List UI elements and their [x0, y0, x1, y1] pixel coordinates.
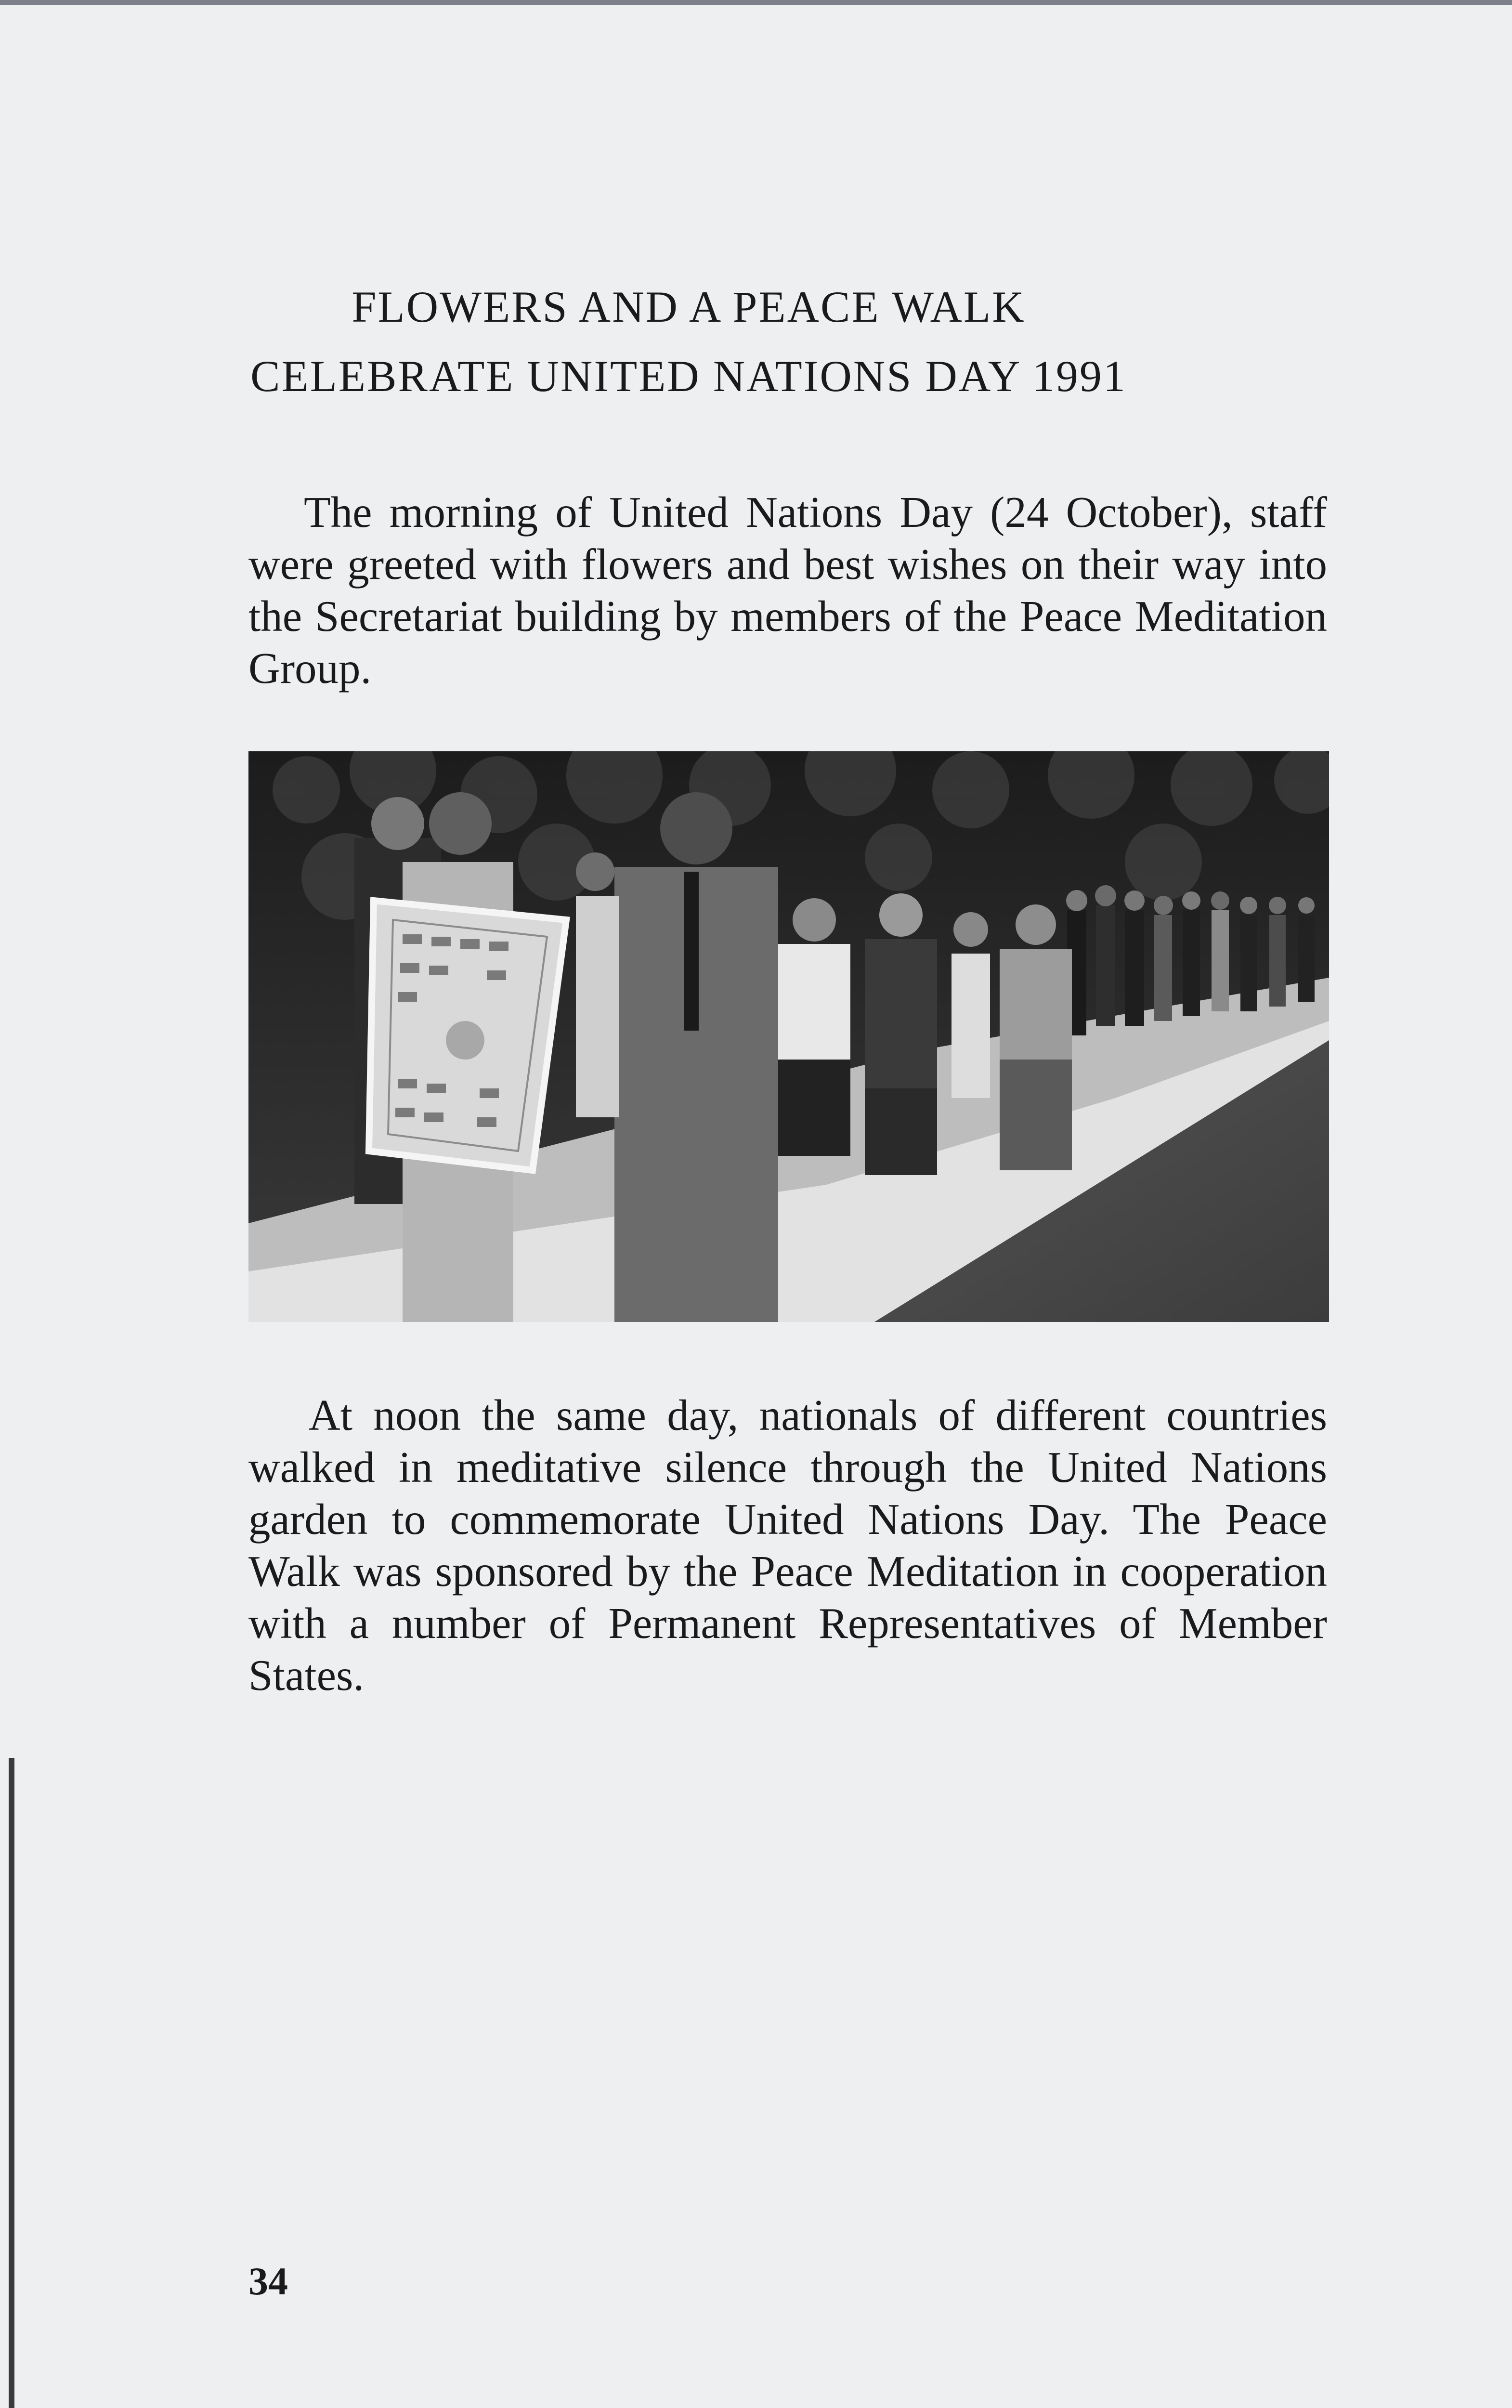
title-line-2: CELEBRATE UNITED NATIONS DAY 1991: [250, 352, 1127, 401]
peace-walk-photo: [248, 751, 1329, 1322]
page-number: 34: [248, 2259, 288, 2303]
photo-illustration: [248, 751, 1329, 1322]
left-edge-rule: [9, 1758, 14, 2408]
article-title: [241, 272, 1136, 411]
top-edge-rule: [0, 0, 1512, 5]
intro-paragraph: The morning of United Nations Day (24 October), staff were greeted with flowers and best wishes on their way into the Secretariat building by members of the Peace Meditation Group.: [248, 488, 1327, 693]
peace-walk-paragraph: At noon the same day, nationals of different countries walked in meditative silence through the United Nations garden to commemorate United Nations Day. The Peace Walk was sponsored by the Peace Meditation in cooperation with a number of Permanent Representatives of Member States.: [248, 1391, 1327, 1700]
title-line-1: FLOWERS AND A PEACE WALK: [352, 282, 1026, 331]
framed-document: [369, 901, 566, 1170]
